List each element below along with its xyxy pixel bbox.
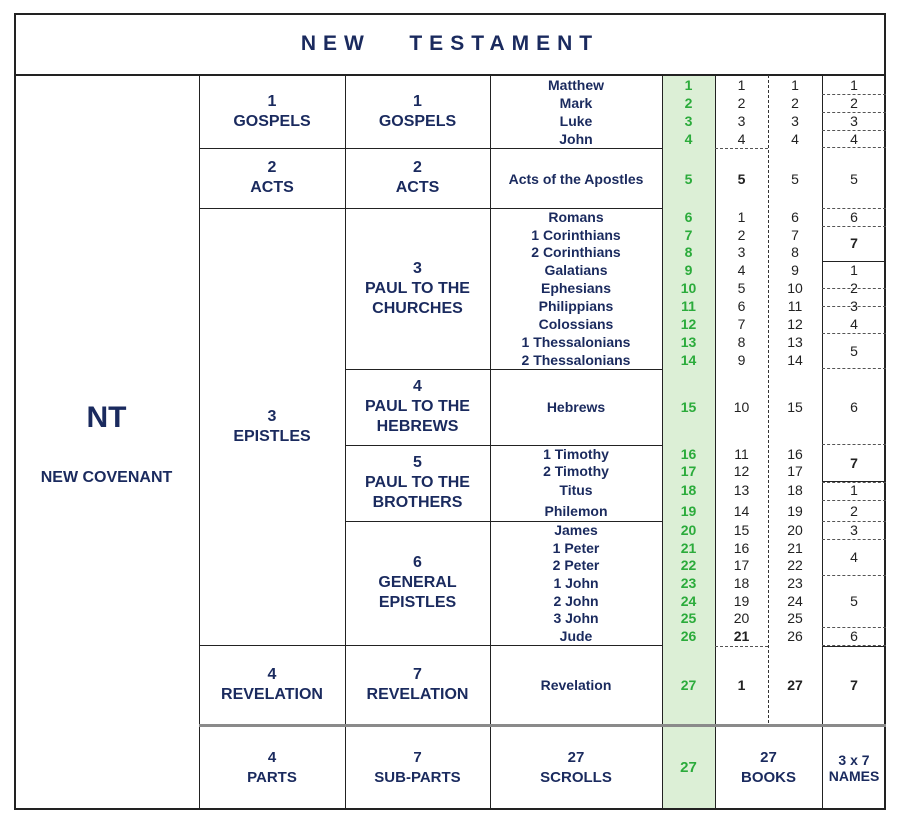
- grid-line: [822, 368, 886, 369]
- book-name: 3 John: [553, 610, 599, 626]
- book-number: 13: [733, 482, 750, 498]
- scroll-number: 19: [680, 503, 697, 519]
- footer-scrolls: 27 SCROLLS: [540, 749, 612, 786]
- book-number: 6: [737, 298, 746, 314]
- grid-line: [822, 575, 886, 576]
- scroll-number: 12: [680, 316, 697, 332]
- book-number: 2: [737, 227, 746, 243]
- name-count: 1: [850, 262, 858, 278]
- book-name: Philemon: [544, 503, 608, 519]
- book-number: 9: [737, 352, 746, 368]
- book-name: Mark: [559, 95, 593, 111]
- book-name: 2 Peter: [552, 557, 600, 573]
- scroll-number: 26: [680, 628, 697, 644]
- name-count: 3: [850, 113, 858, 129]
- book-index: 15: [787, 399, 803, 415]
- book-index: 19: [787, 503, 803, 519]
- scroll-number: 23: [680, 575, 697, 591]
- book-index: 2: [791, 95, 799, 111]
- book-name: 2 John: [553, 593, 599, 609]
- name-count: 4: [850, 549, 858, 565]
- scroll-number: 8: [684, 244, 693, 260]
- book-index: 17: [787, 463, 803, 479]
- subpart-cell: 5 PAUL TO THE BROTHERS: [365, 454, 470, 511]
- book-name: Matthew: [548, 77, 604, 93]
- book-number: 10: [733, 399, 750, 415]
- book-name: Jude: [559, 628, 593, 644]
- scroll-number: 18: [680, 482, 697, 498]
- book-number: 19: [733, 593, 750, 609]
- book-index: 10: [787, 280, 803, 296]
- name-count: 1: [850, 77, 858, 93]
- book-number: 18: [733, 575, 750, 591]
- subpart-cell: 3 PAUL TO THE CHURCHES: [365, 259, 470, 317]
- book-index: 22: [787, 557, 803, 573]
- book-name: 2 Corinthians: [531, 244, 621, 260]
- subpart-cell: 2 ACTS: [395, 159, 440, 196]
- book-name: Colossians: [538, 316, 614, 332]
- name-count: 3: [850, 298, 858, 314]
- book-number: 1: [737, 77, 746, 93]
- scroll-number: 13: [680, 334, 697, 350]
- scroll-number: 24: [680, 593, 697, 609]
- book-index: 26: [787, 628, 803, 644]
- footer-names: 3 x 7 NAMES: [828, 752, 880, 784]
- book-number: 14: [733, 503, 750, 519]
- book-name: 1 John: [553, 575, 599, 591]
- book-index: 21: [787, 540, 803, 556]
- grid-line: [822, 333, 886, 334]
- book-index: 5: [791, 171, 799, 187]
- book-index: 20: [787, 522, 803, 538]
- scroll-number: 1: [684, 77, 693, 93]
- part-cell: 4 REVELATION: [221, 665, 323, 703]
- name-count: 6: [850, 399, 858, 415]
- footer-subparts: 7 SUB-PARTS: [374, 749, 461, 786]
- subpart-cell: 1 GOSPELS: [378, 93, 457, 130]
- subpart-cell: 4 PAUL TO THE HEBREWS: [365, 378, 470, 435]
- scroll-number: 22: [680, 557, 697, 573]
- scroll-number: 16: [680, 446, 697, 462]
- scroll-number: 25: [680, 610, 697, 626]
- book-index: 12: [787, 316, 803, 332]
- book-index: 24: [787, 593, 803, 609]
- book-name: James: [554, 522, 598, 538]
- book-number: 11: [734, 446, 749, 462]
- book-name: 2 Timothy: [543, 463, 609, 479]
- book-name: 1 Timothy: [543, 446, 609, 462]
- page-title: NEW TESTAMENT: [300, 32, 600, 55]
- grid-line: [822, 539, 886, 540]
- scroll-number: 2: [684, 95, 693, 111]
- scroll-number: 14: [680, 352, 697, 368]
- book-index: 1: [791, 77, 799, 93]
- subpart-cell: 7 REVELATION: [366, 665, 469, 703]
- grid-line: [822, 646, 886, 647]
- book-index: 4: [791, 131, 799, 147]
- part-cell: 2 ACTS: [250, 159, 294, 196]
- scroll-number: 6: [684, 209, 693, 225]
- name-count: 2: [850, 503, 858, 519]
- scroll-number: 4: [684, 131, 693, 147]
- book-index: 13: [787, 334, 803, 350]
- scroll-number: 9: [684, 262, 693, 278]
- book-name: 1 Peter: [552, 540, 600, 556]
- grid-line: [822, 444, 886, 445]
- book-number: 21: [733, 628, 750, 644]
- name-count: 7: [850, 677, 858, 693]
- name-count: 5: [850, 343, 858, 359]
- book-index: 18: [787, 482, 803, 498]
- book-number: 12: [733, 463, 750, 479]
- book-name: Titus: [559, 482, 593, 498]
- name-count: 3: [850, 522, 858, 538]
- scroll-number: 27: [680, 677, 697, 693]
- name-count: 5: [850, 593, 858, 609]
- book-index: 25: [787, 610, 803, 626]
- grid-line: [715, 646, 768, 647]
- footer-parts: 4 PARTS: [247, 749, 297, 786]
- scroll-number: 20: [680, 522, 697, 538]
- testament-abbr: NT: [86, 400, 127, 434]
- book-name: Luke: [559, 113, 593, 129]
- scroll-number: 17: [680, 463, 697, 479]
- book-index: 23: [787, 575, 803, 591]
- name-count: 2: [850, 280, 858, 296]
- book-number: 4: [737, 262, 746, 278]
- footer-books: 27 BOOKS: [740, 749, 796, 786]
- subpart-cell: 6 GENERAL EPISTLES: [378, 554, 457, 611]
- scroll-number: 21: [680, 540, 697, 556]
- book-number: 20: [733, 610, 750, 626]
- book-name: 1 Thessalonians: [521, 334, 631, 350]
- scroll-number: 5: [684, 171, 693, 187]
- book-name: Galatians: [544, 262, 608, 278]
- name-count: 2: [850, 95, 858, 111]
- book-name: Revelation: [540, 677, 612, 693]
- book-name: Acts of the Apostles: [508, 171, 644, 187]
- name-count: 6: [850, 628, 858, 644]
- name-count: 4: [850, 131, 858, 147]
- name-count: 7: [850, 455, 858, 471]
- book-number: 15: [733, 522, 750, 538]
- book-number: 8: [737, 334, 746, 350]
- book-number: 7: [737, 316, 746, 332]
- book-number: 2: [737, 95, 746, 111]
- book-index: 6: [791, 209, 799, 225]
- book-name: Romans: [548, 209, 604, 225]
- scroll-number: 15: [680, 399, 697, 415]
- book-index: 16: [787, 446, 803, 462]
- book-index: 9: [791, 262, 799, 278]
- book-number: 17: [733, 557, 750, 573]
- grid-line: [822, 645, 886, 646]
- testament-name: NEW COVENANT: [40, 468, 173, 486]
- book-index: 3: [791, 113, 799, 129]
- book-index: 7: [791, 227, 799, 243]
- grid-line: [822, 226, 886, 227]
- name-count: 6: [850, 209, 858, 225]
- book-name: Ephesians: [540, 280, 612, 296]
- book-name: 1 Corinthians: [531, 227, 621, 243]
- name-count: 1: [850, 482, 858, 498]
- book-number: 1: [737, 209, 746, 225]
- book-number: 16: [733, 540, 750, 556]
- grid-line: [822, 500, 886, 501]
- book-name: 2 Thessalonians: [521, 352, 631, 368]
- grid-line: [715, 148, 768, 149]
- name-count: 4: [850, 316, 858, 332]
- book-number: 5: [737, 280, 746, 296]
- book-number: 4: [737, 131, 746, 147]
- book-number: 1: [737, 677, 746, 693]
- book-name: Hebrews: [546, 399, 606, 415]
- part-cell: 1 GOSPELS: [233, 93, 311, 130]
- book-index: 14: [787, 352, 803, 368]
- scroll-number: 7: [684, 227, 693, 243]
- book-index: 11: [787, 298, 803, 314]
- scroll-number: 3: [684, 113, 693, 129]
- scroll-number: 10: [680, 280, 697, 296]
- book-index: 27: [787, 677, 803, 693]
- book-name: Philippians: [538, 298, 614, 314]
- book-index: 8: [791, 244, 799, 260]
- book-name: John: [559, 131, 593, 147]
- book-number: 3: [737, 244, 746, 260]
- footer-scroll-total: 27: [680, 759, 697, 776]
- name-count: 5: [850, 171, 858, 187]
- scroll-number: 11: [681, 298, 696, 314]
- part-cell: 3 EPISTLES: [233, 407, 311, 445]
- book-number: 3: [737, 113, 746, 129]
- book-number: 5: [737, 171, 746, 187]
- name-count: 7: [850, 235, 858, 251]
